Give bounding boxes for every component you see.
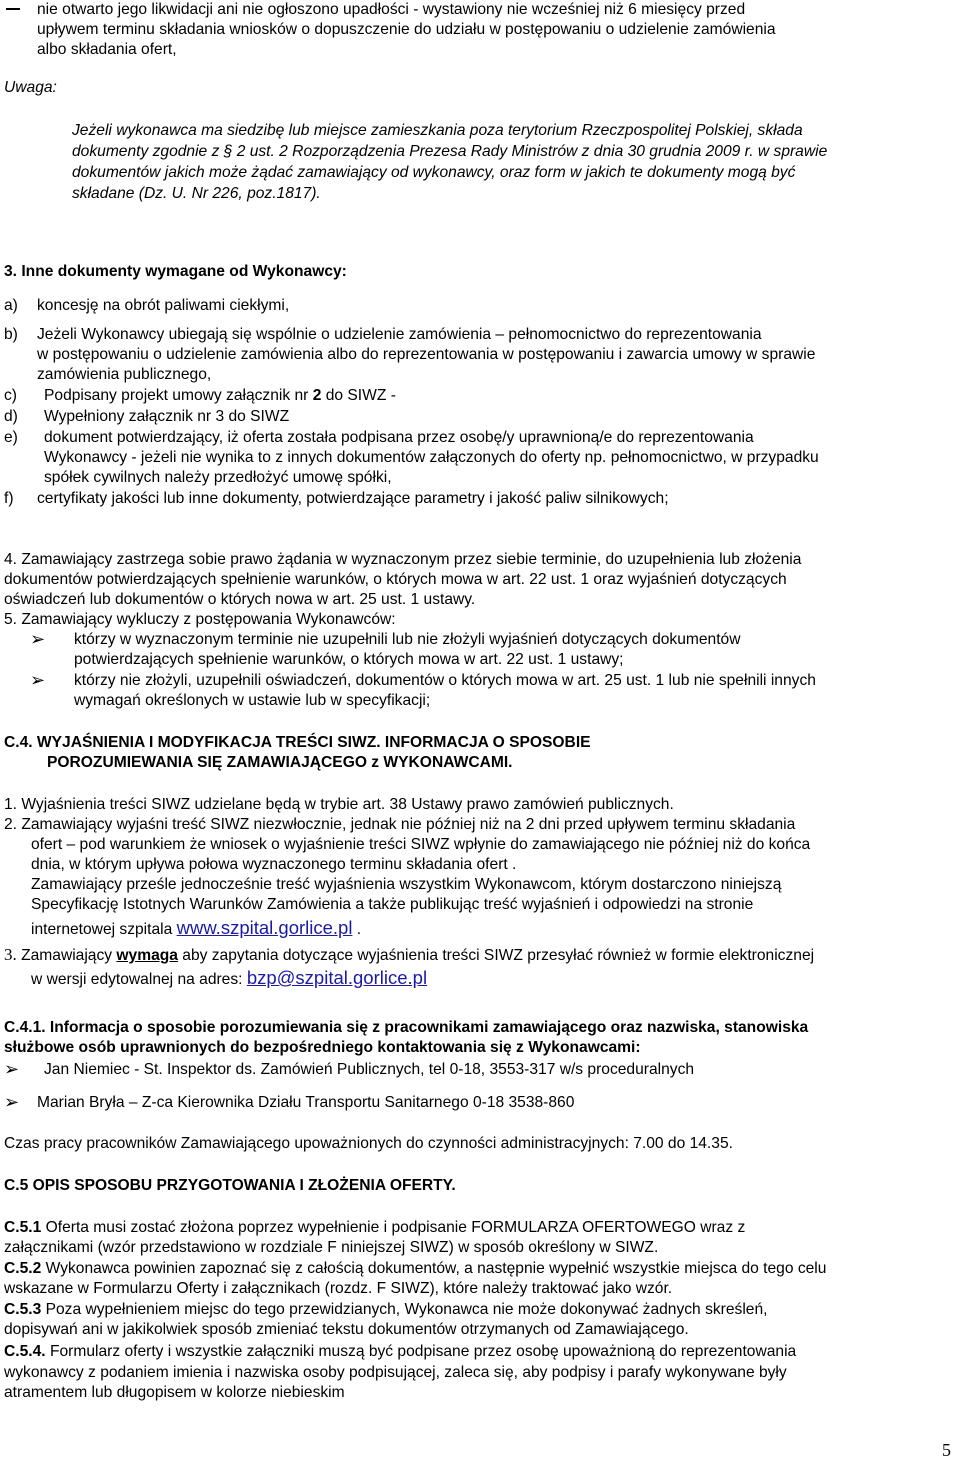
text-line: w wersji edytowalnej na adres: bzp@szpital.gorlice.pl (31, 967, 428, 988)
list-text: dokument potwierdzający, iż oferta została podpisana przez osobę/y uprawnioną/e do reprezentowania (44, 429, 754, 446)
c41-heading-line-2: służbowe osób uprawnionych do bezpośredniego kontaktowania się z Wykonawcami: (4, 1039, 641, 1056)
text-line: upływem terminu składania wniosków o dopuszczenie do udziału w postępowaniu o udzielenie zamówienia (37, 21, 776, 38)
text-line: dnia, w którym upływa połowa wyznaczonego terminu składania ofert . (31, 856, 517, 873)
text-line: wskazane w Formularzu Oferty i załącznikach (rozdz. F SIWZ), które należy traktować jako wzór. (4, 1280, 673, 1297)
text-line: 4. Zamawiający zastrzega sobie prawo żądania w wyznaczonym przez siebie terminie, do uzupełnienia lub złożenia (4, 551, 802, 568)
list-text: w postępowaniu o udzielenie zamówienia albo do reprezentowania w postępowaniu i zawarcia umowy w sprawie (37, 346, 816, 363)
note-line: dokumentów jakich może żądać zamawiający od wykonawcy, oraz form w jakich te dokumenty mogą być (72, 164, 796, 181)
contact-text: Marian Bryła – Z-ca Kierownika Działu Transportu Sanitarnego 0-18 3538-860 (37, 1094, 575, 1111)
list-text: koncesję na obrót paliwami ciekłymi, (37, 297, 290, 314)
note-line: dokumenty zgodnie z § 2 ust. 2 Rozporządzenia Prezesa Rady Ministrów z dnia 30 grudnia 2009 r. w sprawie (72, 143, 828, 160)
note-line: składane (Dz. U. Nr 226, poz.1817). (72, 185, 321, 202)
list-text: Podpisany projekt umowy załącznik nr 2 do SIWZ - (44, 387, 396, 404)
note-label: Uwaga: (4, 79, 57, 96)
section-5-heading: 5. Zamawiający wykluczy z postępowania Wykonawców: (4, 611, 396, 628)
chevron-bullet-icon: ➢ (30, 670, 46, 691)
list-text: spółek cywilnych należy przedłożyć umowę spółki, (44, 469, 392, 486)
text-line: Specyfikację Istotnych Warunków Zamówienia a także publikując treść wyjaśnień i odpowiedzi na stronie (31, 896, 754, 913)
text-line: C.5.1 Oferta musi zostać złożona poprzez wypełnienie i podpisanie FORMULARZA OFERTOWEGO wraz z (4, 1219, 746, 1236)
page-number: 5 (942, 1440, 951, 1460)
list-letter: f) (4, 490, 14, 507)
text-line: oświadczeń lub dokumentów o których nowa w art. 25 ust. 1 ustawy. (4, 591, 476, 608)
c4-heading-line-2: POROZUMIEWANIA SIĘ ZAMAWIAJĄCEGO z WYKONAWCAMI. (47, 754, 513, 771)
list-letter: b) (4, 326, 18, 343)
text-line: C.5.3 Poza wypełnieniem miejsc do tego przewidzianych, Wykonawca nie może dokonywać żadnych skreśleń, (4, 1301, 768, 1318)
chevron-bullet-icon: ➢ (4, 1092, 20, 1113)
text-line: wykonawcy z podaniem imienia i nazwiska osoby podpisującej, zaleca się, aby podpisy i parafy wykonywane były (4, 1364, 787, 1381)
text-line: atramentem lub długopisem w kolorze niebieskim (4, 1384, 345, 1401)
list-text: certyfikaty jakości lub inne dokumenty, potwierdzające parametry i jakość paliw silnikowych; (37, 490, 669, 507)
section-3-heading: 3. Inne dokumenty wymagane od Wykonawcy: (4, 263, 347, 280)
email-link[interactable]: bzp@szpital.gorlice.pl (246, 967, 428, 988)
list-text: zamówienia publicznego, (37, 366, 212, 383)
dash-bullet-icon (6, 8, 20, 10)
c41-heading: C.4.1. Informacja o sposobie porozumiewania się z pracownikami zamawiającego oraz nazwiska, stanowiska (4, 1019, 809, 1036)
list-letter: a) (4, 297, 18, 314)
text-line: załącznikami (wzór przedstawiono w rozdziale F niniejszej SIWZ) w sposób określony w SIWZ. (4, 1239, 659, 1256)
c4-heading: C.4. WYJAŚNIENIA I MODYFIKACJA TREŚCI SIWZ. INFORMACJA O SPOSOBIE (4, 734, 591, 751)
working-hours: Czas pracy pracowników Zamawiającego upoważnionych do czynności administracyjnych: 7.00 do 14.35. (4, 1135, 733, 1152)
c4-point-1: 1. Wyjaśnienia treści SIWZ udzielane będą w trybie art. 38 Ustawy prawo zamówień publicznych. (4, 796, 674, 813)
list-text: Wypełniony załącznik nr 3 do SIWZ (44, 408, 290, 425)
text-line: albo składania ofert, (37, 41, 177, 58)
list-text: którzy w wyznaczonym terminie nie uzupełnili lub nie złożyli wyjaśnień dotyczących dokumentów (74, 631, 741, 648)
contact-text: Jan Niemiec - St. Inspektor ds. Zamówień Publicznych, tel 0-18, 3553-317 w/s proceduralnych (44, 1061, 695, 1078)
chevron-bullet-icon: ➢ (30, 629, 46, 650)
text-line: ofert – pod warunkiem że wniosek o wyjaśnienie treści SIWZ wpłynie do zamawiającego nie później niż do końca (31, 836, 811, 853)
text-line: C.5.2 Wykonawca powinien zapoznać się z całością dokumentów, a następnie wypełnić wszystkie miejsca do tego celu (4, 1260, 827, 1277)
text-line: 2. Zamawiający wyjaśni treść SIWZ niezwłocznie, jednak nie później niż na 2 dni przed upływem terminu składania (4, 816, 796, 833)
text-line: dopisywań ani w jakikolwiek sposób zmieniać tekstu dokumentów otrzymanych od Zamawiającego. (4, 1321, 689, 1338)
list-letter: c) (4, 387, 17, 404)
list-text: potwierdzających spełnienie warunków, o których mowa w art. 22 ust. 1 ustawy; (74, 651, 624, 668)
list-text: Jeżeli Wykonawcy ubiegają się wspólnie o udzielenie zamówienia – pełnomocnictwo do reprezentowania (37, 326, 762, 343)
text-line: internetowej szpitala www.szpital.gorlice.pl . (31, 917, 362, 938)
c5-heading: C.5 OPIS SPOSOBU PRZYGOTOWANIA I ZŁOŻENIA OFERTY. (4, 1177, 456, 1194)
text-line: nie otwarto jego likwidacji ani nie ogłoszono upadłości - wystawiony nie wcześniej niż 6 miesięcy przed (37, 1, 746, 18)
text-line: dokumentów potwierdzających spełnienie warunków, o których mowa w art. 22 ust. 1 oraz wyjaśnień dotyczących (4, 571, 787, 588)
chevron-bullet-icon: ➢ (4, 1059, 20, 1080)
list-text: którzy nie złożyli, uzupełnili oświadczeń, dokumentów o których mowa w art. 25 ust. 1 lub nie spełnili innych (74, 672, 816, 689)
text-line: Zamawiający prześle jednocześnie treść wyjaśnienia wszystkim Wykonawcom, którym dostarczono niniejszą (31, 876, 782, 893)
list-text: Wykonawcy - jeżeli nie wynika to z innych dokumentów załączonych do oferty np. pełnomocnictwo, w przypadku (44, 449, 819, 466)
note-line: Jeżeli wykonawca ma siedzibę lub miejsce zamieszkania poza terytorium Rzeczpospolitej Polskiej, składa (72, 122, 803, 139)
text-line: C.5.4. Formularz oferty i wszystkie załączniki muszą być podpisane przez osobę upoważnioną do reprezentowania (4, 1343, 797, 1360)
list-letter: e) (4, 429, 18, 446)
list-text: wymagań określonych w ustawie lub w specyfikacji; (74, 692, 431, 709)
text-line: 3. Zamawiający wymaga aby zapytania dotyczące wyjaśnienia treści SIWZ przesyłać również w formie elektronicznej (4, 945, 815, 964)
list-letter: d) (4, 408, 18, 425)
website-link[interactable]: www.szpital.gorlice.pl (176, 917, 353, 938)
